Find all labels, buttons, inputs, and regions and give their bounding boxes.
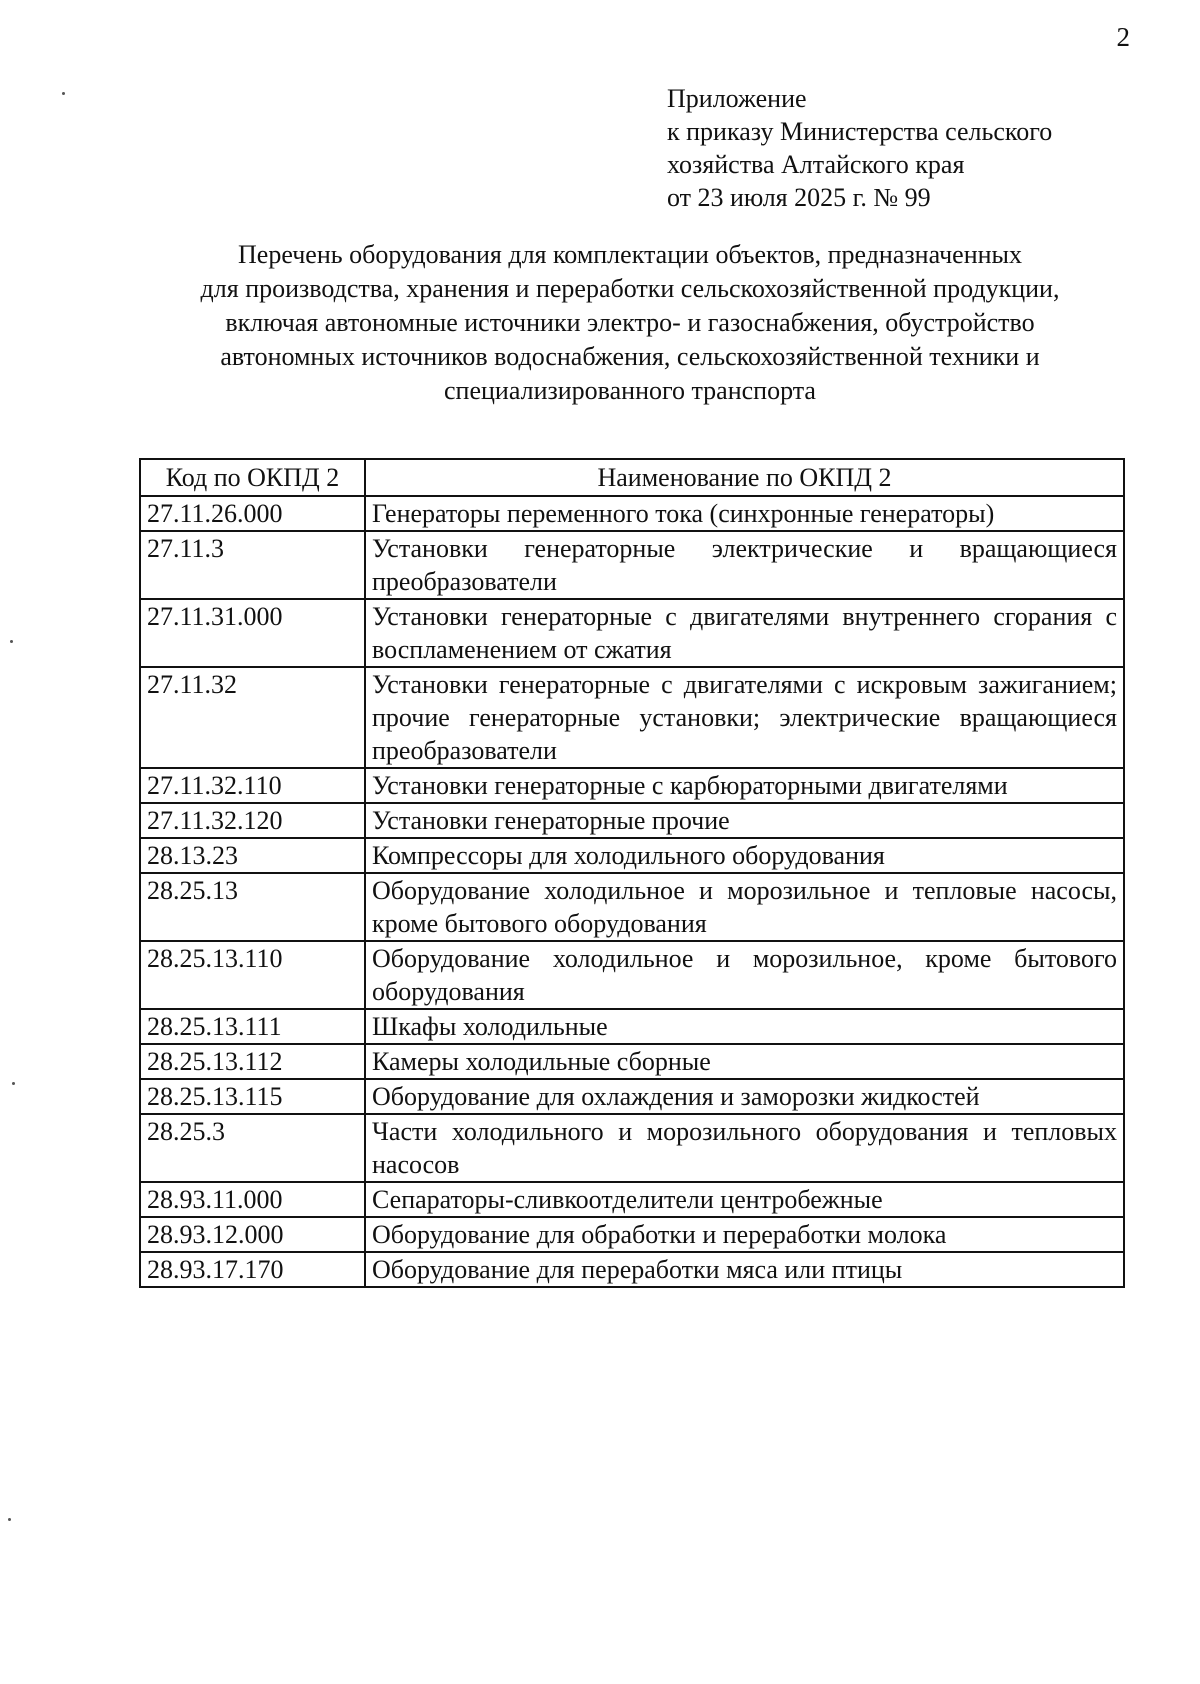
row-name: Установки генераторные с двигателями с искровым зажиганием; прочие генераторные установки; электрические вращающиеся преобразователи [365,667,1124,768]
table-header-row [140,459,1124,496]
table-row [140,599,1124,667]
row-name: Установки генераторные с двигателями внутреннего сгорания с воспламенением от сжатия [365,599,1124,667]
scan-speck [8,1518,11,1521]
row-name: Установки генераторные электрические и вращающиеся преобразователи [365,531,1124,599]
table-row [140,941,1124,1009]
title-line: включая автономные источники электро- и газоснабжения, обустройство [225,308,1035,337]
table-row [140,1252,1124,1287]
table-row [140,768,1124,803]
appendix-line: Приложение [667,84,807,113]
table-row [140,1009,1124,1044]
row-code: 27.11.32.110 [140,768,365,803]
row-code: 28.13.23 [140,838,365,873]
row-name: Генераторы переменного тока (синхронные генераторы) [365,496,1124,531]
row-code: 28.25.13.112 [140,1044,365,1079]
row-code: 28.25.13 [140,873,365,941]
title-line: для производства, хранения и переработки сельскохозяйственной продукции, [200,274,1060,303]
okpd-table [139,458,1125,1288]
row-code: 27.11.32 [140,667,365,768]
header-name: Наименование по ОКПД 2 [365,459,1124,496]
appendix-line: от 23 июля 2025 г. № 99 [667,183,931,212]
appendix-line: хозяйства Алтайского края [667,150,965,179]
row-name: Оборудование для охлаждения и заморозки жидкостей [365,1079,1124,1114]
table-row [140,1114,1124,1182]
title-line: Перечень оборудования для комплектации объектов, предназначенных [238,240,1022,269]
row-code: 28.93.11.000 [140,1182,365,1217]
scan-speck [10,640,13,643]
row-code: 27.11.3 [140,531,365,599]
row-code: 28.25.13.111 [140,1009,365,1044]
row-name: Сепараторы-сливкоотделители центробежные [365,1182,1124,1217]
table-row [140,531,1124,599]
row-code: 28.25.13.115 [140,1079,365,1114]
row-name: Оборудование для обработки и переработки молока [365,1217,1124,1252]
table-row [140,496,1124,531]
row-name: Оборудование холодильное и морозильное и тепловые насосы, кроме бытового оборудования [365,873,1124,941]
row-name: Установки генераторные с карбюраторными двигателями [365,768,1124,803]
table-row [140,1217,1124,1252]
document-title [150,238,1110,408]
row-name: Части холодильного и морозильного оборудования и тепловых насосов [365,1114,1124,1182]
page-number: 2 [1116,22,1130,52]
row-name: Камеры холодильные сборные [365,1044,1124,1079]
row-name: Установки генераторные прочие [365,803,1124,838]
table-row [140,1079,1124,1114]
row-code: 27.11.32.120 [140,803,365,838]
row-code: 27.11.26.000 [140,496,365,531]
table-row [140,838,1124,873]
appendix-header [667,82,1052,214]
row-name: Оборудование холодильное и морозильное, кроме бытового оборудования [365,941,1124,1009]
scan-speck [12,1082,15,1085]
row-code: 28.93.17.170 [140,1252,365,1287]
title-line: специализированного транспорта [444,376,816,405]
row-name: Шкафы холодильные [365,1009,1124,1044]
appendix-line: к приказу Министерства сельского [667,117,1053,146]
table-row [140,1044,1124,1079]
row-name: Компрессоры для холодильного оборудования [365,838,1124,873]
row-code: 28.25.13.110 [140,941,365,1009]
header-code: Код по ОКПД 2 [140,459,365,496]
row-name: Оборудование для переработки мяса или птицы [365,1252,1124,1287]
row-code: 27.11.31.000 [140,599,365,667]
row-code: 28.93.12.000 [140,1217,365,1252]
table-row [140,1182,1124,1217]
title-line: автономных источников водоснабжения, сельскохозяйственной техники и [220,342,1040,371]
row-code: 28.25.3 [140,1114,365,1182]
table-row [140,873,1124,941]
table-row [140,667,1124,768]
scan-speck [62,92,65,95]
table-row [140,803,1124,838]
